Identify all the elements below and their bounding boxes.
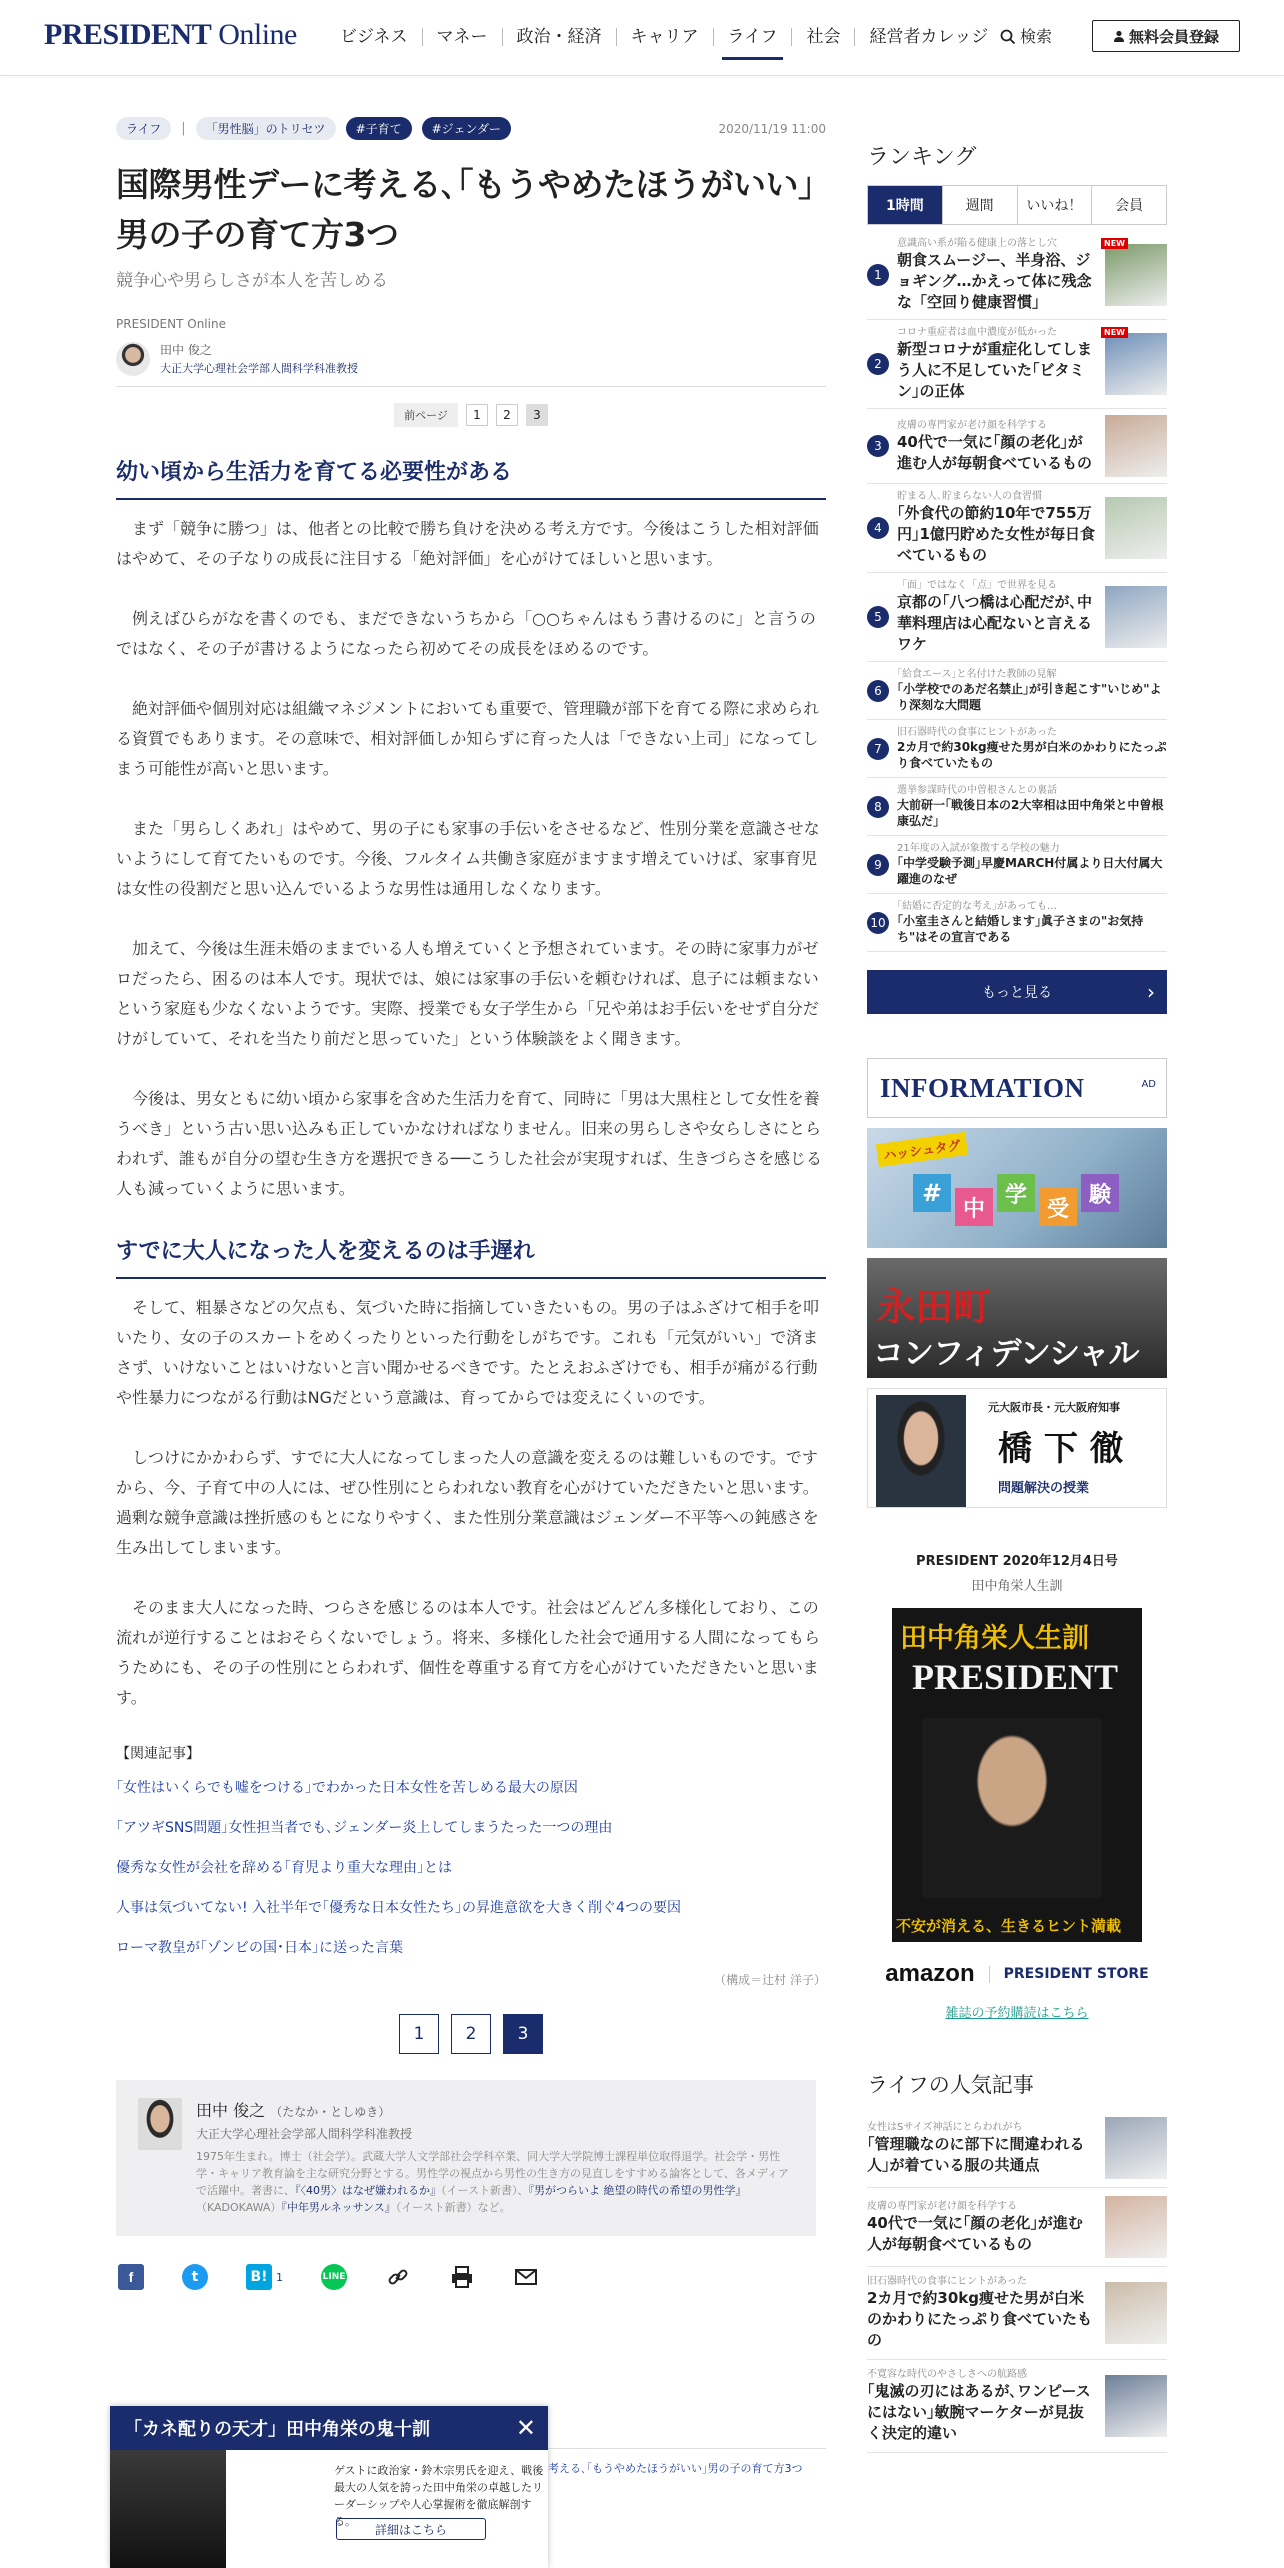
- pager-bottom: [116, 2014, 826, 2054]
- register-button[interactable]: [1092, 20, 1240, 52]
- related-link[interactable]: ｢女性はいくらでも嘘をつける｣でわかった日本女性を苦しめる最大の原因: [116, 1780, 578, 1796]
- popular-kicker: 女性はSサイズ神話にとらわれがち: [867, 2121, 1023, 2133]
- ranking-kicker: 旧石器時代の食事にヒントがあった: [897, 727, 1057, 738]
- search-label: 検索: [1020, 27, 1053, 46]
- popular-headline[interactable]: ｢管理職なのに部下に間違われる人｣が着ている服の共通点: [867, 2134, 1085, 2174]
- store-links: [867, 1960, 1167, 1988]
- ranking-kicker: ｢給食エース｣と名付けた教師の見解: [897, 669, 1057, 680]
- promo-popup: [110, 2406, 548, 2568]
- sidebar: [867, 140, 1167, 2453]
- ranking-kicker: 意識高い系が陥る健康上の落とし穴: [897, 238, 1057, 249]
- rank-number: 4: [867, 517, 889, 539]
- ranking-item[interactable]: [867, 231, 1167, 320]
- rank-number: 10: [867, 912, 889, 934]
- promo-title: 「カネ配りの天才」田中角栄の鬼十訓: [124, 2419, 430, 2440]
- ranking-kicker: 選挙参謀時代の中曽根さんとの裏話: [897, 785, 1057, 796]
- ranking-thumbnail[interactable]: [1104, 239, 1167, 306]
- nav-career[interactable]: キャリア: [630, 27, 699, 47]
- information-title: INFORMATION: [880, 1072, 1085, 1103]
- popular-headline[interactable]: 2カ月で約30kg痩せた男が白米のかわりにたっぷり食べていたもの: [867, 2289, 1093, 2349]
- popular-item[interactable]: [867, 2109, 1167, 2188]
- tab-hourly[interactable]: 1時間: [868, 186, 942, 224]
- subscribe-link[interactable]: 雑誌の予約購読はこちら: [945, 2006, 1089, 2021]
- related-link[interactable]: 優秀な女性が会社を辞める｢育児より重大な理由｣とは: [116, 1860, 452, 1876]
- ranking-title[interactable]: 40代で一気に｢顔の老化｣が進む人が毎朝食べているもの: [897, 432, 1093, 472]
- author-affiliation: 大正大学心理社会学部人間科学科准教授: [160, 362, 358, 375]
- ranking-list: [867, 231, 1167, 952]
- magazine-issue: PRESIDENT 2020年12月4日号: [916, 1554, 1118, 1569]
- nav-executive-college[interactable]: 経営者カレッジ: [869, 27, 989, 47]
- ranking-text: [897, 900, 1167, 945]
- paragraph: 加えて、今後は生涯未婚のままでいる人も増えていくと予想されています。その時に家事力がゼロだったら、困るのは本人です。現状では、娘には家事の手伝いを頼むければ、息子には頼まないという家庭も少なくないようです。実際、授業でも女子学生から「兄や弟はお手伝いをせず自分だけがしていて、それを当たり前だと思っていた」という体験談をよく聞きます。: [116, 939, 819, 1048]
- popular-list: [867, 2109, 1167, 2453]
- search-link[interactable]: [1000, 24, 1052, 50]
- ranking-title[interactable]: 2カ月で約30kg痩せた男が白米のかわりにたっぷり食べていたもの: [897, 740, 1167, 770]
- book-link[interactable]: 『男がつらいよ 絶望の時代の希望の男性学』: [528, 2184, 747, 2197]
- ranking-thumbnail[interactable]: [1105, 586, 1167, 648]
- ranking-title[interactable]: 京都の｢八つ橋は心配だが､中華料理店は心配ないと言えるワケ: [897, 593, 1093, 653]
- ranking-thumbnail[interactable]: [1104, 328, 1167, 395]
- popular-kicker: 旧石器時代の食事にヒントがあった: [867, 2276, 1027, 2287]
- promo-detail-button[interactable]: 詳細はこちら: [336, 2518, 486, 2540]
- user-icon: [1113, 30, 1125, 42]
- author-avatar: [116, 342, 150, 376]
- ranking-item[interactable]: [867, 894, 1167, 952]
- popular-headline[interactable]: ｢鬼滅の刃にはあるが､ワンピースにはない｣敏腕マーケターが見抜く決定的違い: [867, 2382, 1091, 2442]
- more-button[interactable]: もっと見る ›: [867, 970, 1167, 1014]
- paragraph: 例えばひらがなを書くのでも、まだできないうちから「○○ちゃんはもう書けるのに」と言うのではなく、その子が書けるようになったら初めてその成長をほめるのです。: [116, 609, 816, 658]
- paragraph: 今後は、男女ともに幼い頃から家事を含めた生活力を育て、同時に「男は大黒柱として女性を養うべき」という古い思い込みも正していかなければなりません。旧来の男らしさや女らしさにとらわれず、誰もが自分の望む生き方を選択できる──こうした社会が実現すれば、生きづらさを感じる人も減っていくように思います。: [116, 1089, 822, 1198]
- popular-thumbnail[interactable]: [1105, 2282, 1167, 2344]
- global-nav: [326, 24, 1002, 50]
- ranking-title[interactable]: ｢外食代の節約10年で755万円｣1億円貯めた女性が毎日食べているもの: [897, 504, 1095, 564]
- ranking-kicker: コロナ重症者は血中濃度が低かった: [897, 327, 1057, 338]
- ranking-item[interactable]: [867, 484, 1167, 573]
- profile-bio: 1975年生まれ。博士（社会学）。武蔵大学人文学部社会学科卒業、同大学大学院博士課程単位取得退学。社会学・男性学・キャリア教育論を主な研究分野とする。男性学の視点から男性の生き方の見直しをすすめる論客として、各メディアで活躍中。著書に、『〈40男〉はなぜ嫌われるか』（イースト新書）、『男がつらいよ 絶望の時代の希望の男性学』（KADOKAWA）『中年男ルネッサンス』（イースト新書）など。: [196, 2150, 790, 2214]
- ranking-title[interactable]: ｢小学校でのあだ名禁止｣が引き起こす"いじめ"より深刻な大問題: [897, 682, 1162, 712]
- tag-hash-gender[interactable]: #ジェンダー: [422, 117, 511, 140]
- popular-headline[interactable]: 40代で一気に｢顔の老化｣が進む人が毎朝食べているもの: [867, 2213, 1083, 2253]
- ranking-item[interactable]: [867, 320, 1167, 409]
- profile-photo: [138, 2098, 182, 2150]
- banner-caption: 元大阪市長・元大阪府知事: [988, 1401, 1120, 1414]
- site-header: [0, 0, 1284, 76]
- ranking-item[interactable]: [867, 662, 1167, 720]
- rank-number: 9: [867, 854, 889, 876]
- ranking-item[interactable]: [867, 720, 1167, 778]
- author-name: 田中 俊之: [160, 343, 212, 357]
- article: [116, 116, 826, 2292]
- nav-politics[interactable]: 政治・経済: [516, 27, 602, 47]
- banner-chugaku-juken[interactable]: [867, 1128, 1167, 1248]
- nav-money[interactable]: マネー: [436, 27, 488, 47]
- banner-nagatacho[interactable]: [867, 1258, 1167, 1378]
- ranking-text: [897, 326, 1097, 402]
- prev-page-button[interactable]: 前ページ: [394, 403, 458, 427]
- ranking-item[interactable]: [867, 836, 1167, 894]
- popular-item[interactable]: [867, 2188, 1167, 2267]
- page-link-2[interactable]: 2: [496, 404, 518, 426]
- promo-image: [110, 2450, 226, 2568]
- cover-title: 田中角栄人生訓: [900, 1623, 1089, 1654]
- related-heading: 【関連記事】: [116, 1746, 200, 1762]
- page-link-3-current: 3: [526, 404, 548, 426]
- rank-number: 1: [867, 264, 889, 286]
- ranking-title[interactable]: ｢中学受験予測｣早慶MARCH付属より日大付属大躍進のなぜ: [897, 856, 1163, 886]
- related-link[interactable]: 人事は気づいてない! 入社半年で｢優秀な日本女性たち｣の昇進意欲を大きく削ぐ4つの要因: [116, 1900, 681, 1916]
- tag-category[interactable]: ライフ: [116, 117, 171, 140]
- banner-tag: ハッシュタグ: [876, 1132, 968, 1167]
- ranking-kicker: 21年度の入試が象徴する学校の魅力: [897, 843, 1060, 854]
- hatena-count: 1: [276, 2270, 283, 2284]
- site-logo[interactable]: PRESIDENT Online: [44, 18, 297, 51]
- popular-title: ライフの人気記事: [867, 2073, 1034, 2097]
- facebook-share-icon[interactable]: f: [118, 2264, 144, 2290]
- ranking-kicker: 「面」ではなく「点」で世界を見る: [897, 580, 1057, 591]
- book-link[interactable]: 『〈40男〉はなぜ嫌われるか』: [295, 2184, 441, 2197]
- ranking-title[interactable]: 朝食スムージー、半身浴、ジョギング…かえって体に残念な「空回り健康習慣」: [897, 251, 1092, 311]
- section-heading-1: 幼い頃から生活力を育てる必要性がある: [116, 455, 826, 500]
- rank-number: 5: [867, 606, 889, 628]
- popular-text: [867, 2121, 1097, 2176]
- pager-top: [116, 403, 826, 427]
- profile-name: 田中 俊之 （たなか・としゆき）: [196, 2101, 391, 2120]
- ranking-title[interactable]: ｢小室圭さんと結婚します｣眞子さまの"お気持ち"はその宣言である: [897, 914, 1144, 944]
- paragraph: そして、粗暴さなどの欠点も、気づいた時に指摘していきたいもの。男の子はふざけて相手を叩いたり、女の子のスカートをめくったりといった行動をしがちです。これも「元気がいい」で済まさず、いけないことはいけないと言い聞かせるべきです。たとえおふざけでも、相手が痛がる行動や性暴力につながる行動はNGだという意識は、育ってからでは変えにくいのです。: [116, 1298, 820, 1407]
- related-link[interactable]: ローマ教皇が｢ゾンビの国･日本｣に送った言葉: [116, 1940, 403, 1956]
- popular-thumbnail[interactable]: [1105, 2196, 1167, 2258]
- tag-hash-parenting[interactable]: #子育て: [346, 117, 412, 140]
- tab-members[interactable]: 会員: [1091, 186, 1166, 224]
- banner-subtitle: コンフィデンシャル: [873, 1336, 1139, 1371]
- cover-photo: [922, 1718, 1102, 1898]
- author-profile: [116, 2080, 816, 2236]
- rank-number: 7: [867, 738, 889, 760]
- page-button-3-current: 3: [503, 2014, 543, 2054]
- ranking-item[interactable]: [867, 778, 1167, 836]
- magazine-feature: 田中角栄人生訓: [971, 1579, 1063, 1594]
- paragraph: そのまま大人になった時、つらさを感じるのは本人です。社会はどんどん多様化しており、この流れが逆行することはおそらくないでしょう。将来、多様化した社会で通用する人間になってもらうためにも、その子の性別にとらわれず、個性を尊重する育て方を心がけていただきたいと思います。: [116, 1598, 821, 1707]
- book-link[interactable]: 『中年男ルネッサンス』: [281, 2201, 396, 2214]
- ranking-text: [897, 668, 1167, 713]
- related-articles: [116, 1743, 826, 1957]
- tab-likes[interactable]: いいね！: [1017, 186, 1092, 224]
- ranking-kicker: ｢結婚に否定的な考え｣があっても…: [897, 901, 1057, 912]
- article-title: 国際男性デーに考える､｢もうやめたほうがいい｣男の子の育て方3つ: [116, 165, 814, 254]
- mail-icon[interactable]: [513, 2264, 539, 2290]
- article-source: PRESIDENT Online: [116, 317, 226, 331]
- new-badge: NEW: [1101, 327, 1128, 338]
- ranking-title: ランキング: [867, 145, 977, 170]
- cover-tagline: 不安が消える、生きるヒント満載: [896, 1917, 1122, 1935]
- banner-hashimoto[interactable]: [867, 1388, 1167, 1508]
- page-button-1[interactable]: 1: [399, 2014, 439, 2054]
- search-icon: [1000, 29, 1016, 45]
- ranking-tabs: [867, 185, 1167, 225]
- popular-kicker: 不寛容な時代のやさしさへの航路感: [867, 2369, 1027, 2380]
- ranking-thumbnail[interactable]: [1105, 497, 1167, 559]
- ranking-text: [897, 419, 1097, 474]
- related-link[interactable]: ｢アツギSNS問題｣女性担当者でも､ジェンダー炎上してしまうたった一つの理由: [116, 1820, 613, 1836]
- paragraph: まず「競争に勝つ」は、他者との比較で勝ち負けを決める考え方です。今後はこうした相対評価はやめて、その子なりの成長に注目する「絶対評価」を心がけてほしいと思います。: [116, 519, 819, 568]
- ranking-text: [897, 784, 1167, 829]
- rank-number: 8: [867, 796, 889, 818]
- promo-description: ゲストに政治家・鈴木宗男氏を迎え、戦後最大の人気を誇った田中角栄の卓越したリーダーシップや人心掌握術を徹底解剖する。: [334, 2464, 544, 2528]
- amazon-link[interactable]: amazon: [885, 1960, 975, 1987]
- ranking-text: [897, 842, 1167, 887]
- page-button-2[interactable]: 2: [451, 2014, 491, 2054]
- print-icon[interactable]: [449, 2264, 475, 2290]
- popular-item[interactable]: [867, 2360, 1167, 2453]
- popular-text: [867, 2368, 1097, 2444]
- information-box: [867, 1058, 1167, 1118]
- close-icon[interactable]: ✕: [515, 2414, 536, 2442]
- link-icon[interactable]: [385, 2264, 411, 2290]
- publish-date: 2020/11/19 11:00: [718, 122, 826, 136]
- rank-number: 6: [867, 680, 889, 702]
- ranking-text: [897, 490, 1097, 566]
- ranking-item[interactable]: [867, 409, 1167, 484]
- popular-text: [867, 2200, 1097, 2255]
- magazine-cover[interactable]: [892, 1608, 1142, 1942]
- article-credit: （構成＝辻村 洋子）: [714, 1973, 826, 1987]
- banner-title: # 中 学 受 験: [913, 1174, 1119, 1226]
- popular-kicker: 皮膚の専門家が老け顔を科学する: [867, 2200, 1017, 2212]
- nav-life[interactable]: ライフ: [714, 24, 792, 50]
- banner-title: 永田町: [877, 1287, 992, 1329]
- popular-item[interactable]: [867, 2267, 1167, 2360]
- tag-separator: |: [181, 120, 186, 136]
- article-subtitle: 競争心や男らしさが本人を苦しめる: [116, 271, 388, 291]
- banner-subtitle: 問題解決の授業: [998, 1481, 1090, 1496]
- ranking-thumbnail[interactable]: [1105, 415, 1167, 477]
- banner-name: 橋 下 徹: [998, 1429, 1124, 1469]
- ranking-title[interactable]: 大前研一｢戦後日本の2大宰相は田中角栄と中曽根康弘だ｣: [897, 798, 1164, 828]
- paragraph: しつけにかかわらず、すでに大人になってしまった人の意識を変えるのは難しいものです。ですから、今、子育て中の人には、ぜひ性別にとらわれない教育を心がけていただきたいと思います。過剰な競争意識は挫折感のもとになりやすく、また性別分業意識はジェンダー不平等への鈍感さを生み出してしまいます。: [116, 1448, 819, 1557]
- breadcrumb-tail[interactable]: 考える､｢もうやめたほうがいい｣男の子の育て方3つ: [548, 2462, 803, 2475]
- paragraph: また「男らしくあれ」はやめて、男の子にも家事の手伝いをさせるなど、性別分業を意識させないようにして育てたいものです。今後、フルタイム共働き家庭がますます増えていけば、家事育児は女性の役割だと思い込んでいるような男性は通用しなくなります。: [116, 819, 820, 898]
- popular-text: [867, 2275, 1097, 2351]
- register-label: 無料会員登録: [1128, 27, 1219, 46]
- promo-header: [110, 2406, 548, 2450]
- line-share-icon[interactable]: LINE: [321, 2264, 347, 2290]
- paragraph: 絶対評価や個別対応は組織マネジメントにおいても重要で、管理職が部下を育てる際に求められる資質でもあります。その意味で、相対評価しか知らずに育った人は「できない上司」になってしまう可能性が高いと思います。: [116, 699, 820, 778]
- cover-brand: PRESIDENT: [912, 1657, 1119, 1697]
- page-link-1[interactable]: 1: [466, 404, 488, 426]
- ranking-kicker: 皮膚の専門家が老け顔を科学する: [897, 419, 1047, 431]
- section-heading-2: すでに大人になった人を変えるのは手遅れ: [116, 1234, 826, 1279]
- new-badge: NEW: [1101, 238, 1128, 249]
- popular-thumbnail[interactable]: [1105, 2117, 1167, 2179]
- share-bar: [116, 2262, 826, 2292]
- ranking-text: [897, 237, 1097, 313]
- tag-series[interactable]: 「男性脳」のトリセツ: [196, 117, 336, 140]
- tab-weekly[interactable]: 週間: [942, 186, 1017, 224]
- president-store-link[interactable]: PRESIDENT STORE: [989, 1966, 1149, 1983]
- hatena-bookmark-icon[interactable]: B!: [246, 2264, 272, 2290]
- author-byline[interactable]: [116, 341, 826, 387]
- ranking-item[interactable]: [867, 573, 1167, 662]
- banner-portrait: [876, 1395, 966, 1508]
- nav-business[interactable]: ビジネス: [340, 27, 408, 47]
- profile-affiliation: 大正大学心理社会学部人間科学科准教授: [196, 2127, 413, 2141]
- twitter-share-icon[interactable]: t: [182, 2264, 208, 2290]
- ranking-kicker: 貯まる人､貯まらない人の食習慣: [897, 491, 1042, 502]
- rank-number: 2: [867, 353, 889, 375]
- ranking-text: [897, 726, 1167, 771]
- ranking-text: [897, 579, 1097, 655]
- rank-number: 3: [867, 435, 889, 457]
- ranking-title[interactable]: 新型コロナが重症化してしまう人に不足していた｢ビタミン｣の正体: [897, 340, 1093, 400]
- ad-label: AD: [1141, 1079, 1156, 1090]
- popular-thumbnail[interactable]: [1105, 2375, 1167, 2437]
- nav-society[interactable]: 社会: [806, 27, 841, 47]
